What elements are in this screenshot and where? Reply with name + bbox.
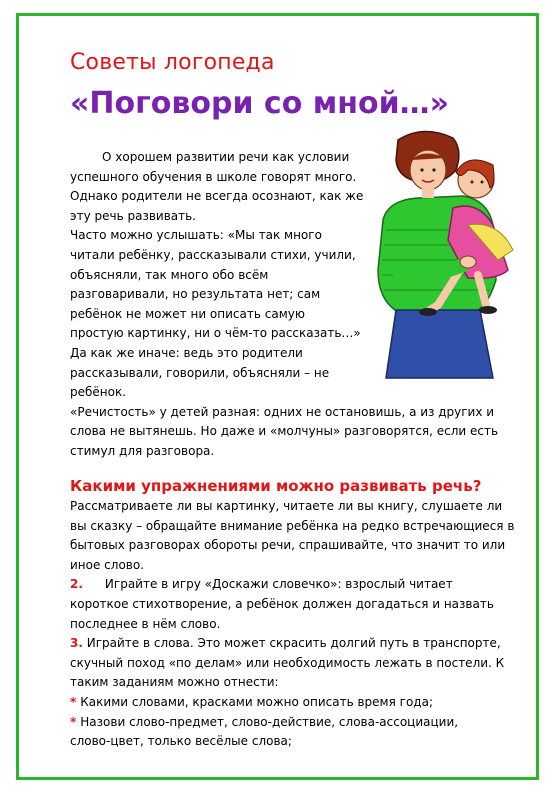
item-number: 2.	[70, 577, 83, 592]
text-line: бытовых разговорах обороты речи, спрашивайте, что значит то или	[70, 538, 506, 553]
text-line: успешного обучения в школе говорят много.	[70, 169, 357, 184]
intro-text	[70, 148, 499, 462]
numbered-item-3	[70, 634, 514, 654]
text-line: Играйте в игру «Доскажи словечко»: взрослый читает	[104, 577, 453, 592]
bullet-item	[70, 713, 514, 733]
text-line: стимул для разговора.	[70, 443, 215, 458]
text-line: Рассматриваете ли вы картинку, читаете ли вы книгу, слушаете ли	[70, 499, 503, 513]
text-line: эту речь развивать.	[70, 208, 196, 223]
text-line: вы сказку – обращайте внимание ребёнка на редко встречающиеся в	[70, 518, 515, 533]
numbered-item-2	[70, 575, 514, 595]
text-line: простую картинку, ни о чём-то рассказать…»	[70, 326, 361, 341]
text-line: иное слово.	[70, 557, 145, 572]
text-line: Часто можно услышать: «Мы так много	[70, 228, 322, 243]
section-heading: Какими упражнениями можно развивать речь?	[70, 477, 482, 495]
text-line: Играйте в слова. Это может скрасить долгий путь в транспорте,	[86, 636, 501, 651]
text-line: таким заданиям можно отнести:	[70, 675, 279, 690]
text-line: объясняли, так много обо всём	[70, 267, 269, 282]
text-line: Какими словами, красками можно описать время года;	[80, 694, 433, 709]
text-line: разговаривали, но результата нет; сам	[70, 287, 321, 302]
text-line: «Речистость» у детей разная: одних не остановишь, а из других и	[70, 404, 495, 419]
text-line: ребёнок не может ни описать самую	[70, 306, 305, 321]
text-line: Да как же иначе: ведь это родители	[70, 345, 303, 360]
text-line: слова не вытянешь. Но даже и «молчуны» разговорятся, если есть	[70, 424, 499, 439]
star-bullet-icon: *	[70, 714, 77, 729]
text-line: скучный поход «по делам» или необходимость лежать в постели. К	[70, 655, 505, 670]
text-line: читали ребёнку, рассказывали стихи, учили,	[70, 247, 356, 262]
text-line: Назови слово-предмет, слово-действие, слова-ассоциации,	[80, 714, 459, 729]
text-line: рассказывали, говорили, объясняли – не	[70, 365, 330, 380]
text-line: короткое стихотворение, а ребёнок должен догадаться и назвать	[70, 596, 494, 611]
title-small: Советы логопеда	[70, 50, 275, 75]
title-large: «Поговори со мной…»	[70, 86, 450, 121]
text-line: ребёнок.	[70, 385, 127, 400]
text-line: последнее в нём слово.	[70, 616, 221, 631]
exercises-text	[70, 497, 514, 752]
text-line: Однако родители не всегда осознают, как же	[70, 189, 364, 204]
star-bullet-icon: *	[70, 694, 77, 709]
mother-child-illustration	[368, 130, 523, 380]
text-line: О хорошем развитии речи как условии	[102, 150, 350, 164]
text-line: слово-цвет, только весёлые слова;	[70, 734, 292, 749]
bullet-item	[70, 693, 514, 713]
item-number: 3.	[70, 636, 83, 651]
